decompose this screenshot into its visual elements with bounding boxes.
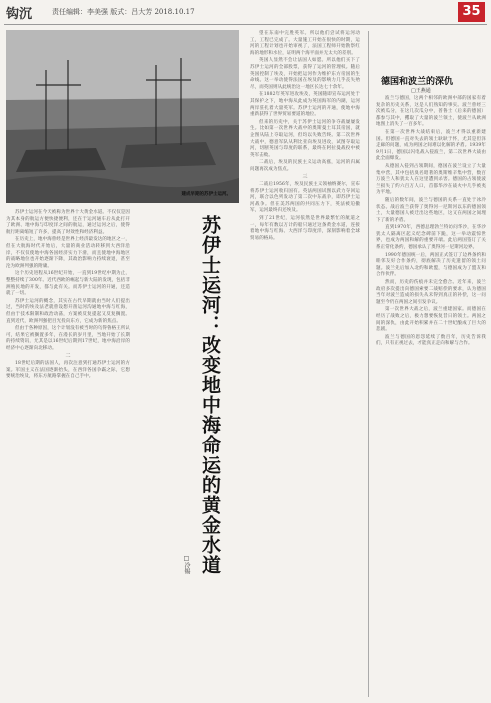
column-divider: [368, 31, 369, 697]
article1-paragraph: 在1882年英军进攻埃及，英国随即宣布运河处于其保护之下，地中海从此成为英国海军的内湖，运河两岸驻扎着大量英军。苏伊士运河的开通，使地中海重新获得了世界贸易要道的地位。: [250, 92, 360, 118]
article1-paragraph: 二战后，埃及的民族主义运动高涨，运河的归属问题再次成为焦点。: [250, 160, 360, 172]
article2-paragraph: 波兰与德国的恩怨延续了数百年，历史告诉我们，只有正视过去，才能真正走向和解与合作。: [376, 334, 486, 347]
article2-paragraph: 1990年德国统一后，两国正式签订了边界条约和睦邻友好合作条约，彻底解决了历史遗留的领土问题。波兰先后加入北约和欧盟，与德国成为了盟友和合作伙伴。: [376, 252, 486, 278]
article2-title: 德国和波兰的深仇: [381, 77, 454, 87]
article2-paragraph: 第一次世界大战之后，波兰重建国家。而德国在经历了战败之后，极力想要恢复昔日的领土。两国之间的深仇，由此开始积累并在二十世纪酿成了巨大的悲剧。: [376, 307, 486, 333]
page-number: 35: [458, 2, 485, 22]
section-logo: 钩沉: [6, 7, 33, 22]
article1-paragraph: 苏伊士运河的概念，其实在古代早期就由当时人们提出过，当时的埃及法老就曾设想开凿运河沟通地中海与红海，但由于技术限制和政治动荡，方案被反复提起又反复搁置。直到近代，欧洲列强把目光投向东方，它成为新的焦点。: [6, 298, 130, 324]
photo-caption: 建成早期的苏伊士运河。: [181, 192, 231, 197]
article1-paragraph: 二战后1956年，埃及民族主义领袖纳赛尔，宣布将苏伊士运河收归国有。英法两国试图以武力夺回运河，联合以色列发动了第二次中东战争，即苏伊士运河战争。但在美苏两国的共同压力下，英法被迫撤军，运河最终归还埃及。: [250, 182, 360, 214]
article1-paragraph: 在历史上，地中海曾经是世界上经济最发达的地区之一，但在大航海时代开始后，大量的商业活动转移到大西洋沿岸，不仅仅使地中海各国经济实力下滑，而且使地中海地区的战略地位也开始逐渐下降，其政治影响力持续衰退，甚至沦为欧洲列强的附庸。: [6, 237, 130, 269]
canal-illustration: [6, 30, 239, 203]
article1-paragraph: 苏伊士运河在今天被称为世界十大黄金水道。不仅仅是因为其本身的航运方便快捷便利，还在于运河通车后从此打开了欧洲、地中海与印度洋之间的航运，通过运河之后，使得航行距离缩短了许多，提高了时效性和经济利益。: [6, 210, 130, 235]
article1-paragraph: 但由于各种原因，这个计划没有被当时的乌得鲁格王所认可，结果它被搁置多年，在漫长的岁月里，当地开始了长期的持续资讯，尤其是以16世纪后期到17世纪，地中海沿岸的经济中心逐渐向北移动。: [6, 326, 130, 351]
article2-paragraph: 然而，历史的伤痕并未完全愈合。近年来，波兰政府多次提出向德国索要二战赔偿的要求，认为德国当年对波兰造成的损失从未得到真正的补偿，这一问题至今仍在两国之间引发争议。: [376, 280, 486, 305]
page-header: [0, 0, 491, 24]
article2-paragraph: 在第一次世界大战结束后，波兰才得以重新建国。但德国一直对失去的领土耿耿于怀，尤其是但泽走廊的问题，成为两国之间难以化解的矛盾。1939年9月1日，德国以闪电战入侵波兰，第二次世界大战由此全面爆发。: [376, 129, 486, 162]
header-meta: 责任编辑：李美强 版式：吕大芳 2018.10.17: [52, 8, 195, 16]
article1-paragraph: 18世纪后期的法国人，再次注意到打通苏伊士运河的方案。军国主义在法国逐渐抬头，在西洋各国争霸之际，它想要统治埃及，将东方航路掌握在自己手中。: [6, 361, 130, 380]
header-rule: [4, 24, 487, 25]
article2-paragraph: 从德国入侵到占领期间，德国在波兰设立了大量集中营，其中包括臭名昭著的奥斯维辛集中营，数百万波兰人和犹太人在这里遭到杀害。德国的占领使波兰损失了约六百万人口，首都华沙在战火中几乎被夷为平地。: [376, 163, 486, 196]
article2-author: □王燕通: [411, 88, 431, 94]
article2-body: [376, 96, 486, 697]
section-number: 二: [65, 353, 71, 360]
article1-paragraph: 但来的历史中，关于苏伊士运河的争夺战屡屡发生。比如第一次世界大战中的奥斯曼土耳其帝国，就企图从陆上夺取运河，但均以失败告终。第二次世界大战中，德意军队从利比亚向埃及进攻，试图夺取运河，切断英国与印度的联系，最终在阿拉曼战役中被英军击败。: [250, 119, 360, 158]
canal-photo: [6, 30, 239, 203]
article1-column-1: [6, 210, 130, 698]
article1-headline: 苏伊士运河：改变地中海命运的黄金水道: [199, 215, 221, 575]
article1-column-2: [250, 31, 360, 697]
article1-paragraph: 这个历史进程从16世纪开始，一直到19世纪中期为止，整整持续了300年。近代西欧的崛起与新大陆的发现，包括非洲殖民地的开发，都与此有关。而苏伊士运河的开通，还造就了一切。: [6, 271, 130, 297]
article2-paragraph: 随后的数年间，波兰与德国的关系一直处于冰冷状态。战后波兰获得了奥得河一尼斯河以东的德国领土，大量德国人被迁出这些地区，这又在两国之间埋下了新的矛盾。: [376, 197, 486, 223]
article1-paragraph: 到了21世纪，运河依然是世界最繁忙的航道之一，每年有数以万计的船只通过这条黄金水道，连接着地中海与红海、大西洋与印度洋，深刻影响着全球贸易的格局。: [250, 216, 360, 241]
article2-paragraph: 直到1970年，西德总理勃兰特访问华沙，在华沙犹太人隔离区起义纪念碑前下跪，这一举动震惊世界，也成为两国和解的重要开端。此后两国签订了关系正常化条约，德国承认了奥得河一尼斯河边界。: [376, 225, 486, 251]
section-number: 三: [302, 174, 308, 181]
article1-paragraph: 望在东南中完胜英军。所以他们尝试将运河动工，工程已完成了。大量施工开始在很快的时期，运河的工程计划也开始审视了，法国工程师开始勘察红海的地形和水位，证明两个海平面并无太大的差别。: [250, 31, 360, 56]
article2-paragraph: 波兰与德国，这两个相邻的欧洲中部的国家有着复杂的历史关系，这是人们熟知的事实。波兰曾经三次被瓜分，在这几次瓜分中，普鲁士（后来的德国）都参与其中，攫取了大量的波兰领土，使波兰从欧洲地图上消失了一百多年。: [376, 96, 486, 128]
article1-paragraph: 英国人显然不会让法国人如愿。所以他们买下了苏伊士运河的全部股票，获得了运河的管理权。随后英国控制了埃及，开始把运河作为维护东方帝国的生命线。这一举动使得法国在埃及的影响力几乎丧失殆尽，而英国则从此统治这一地区长达七十余年。: [250, 58, 360, 90]
article1-byline: □冷锡: [183, 555, 190, 574]
